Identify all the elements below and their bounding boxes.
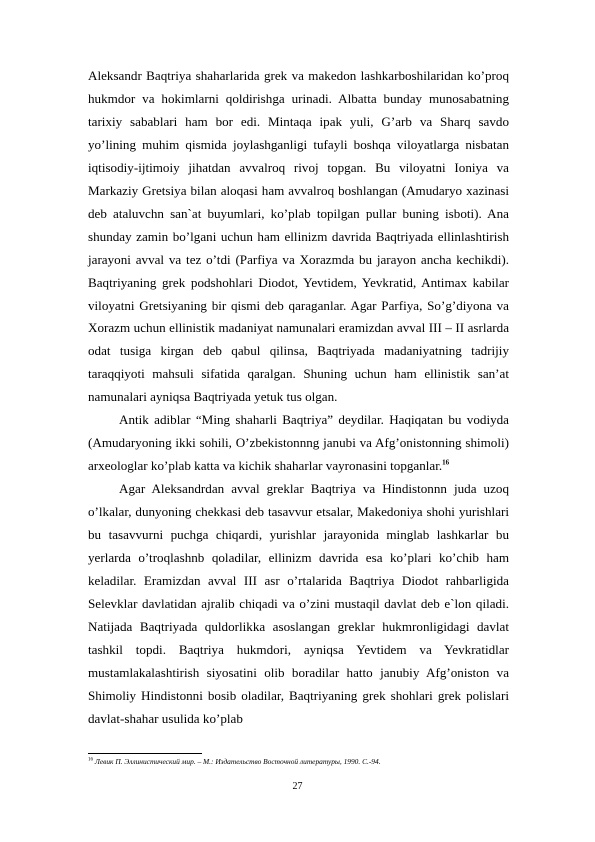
paragraph-1: Aleksandr Baqtriya shaharlarida grek va makedon lashkarboshilaridan ko’proq hukmdor va hokimlarni qoldirishga urinadi. Albatta bunday munosabatning tarixiy sabablari ham bor edi. Mintaqa ipak yuli, G’arb va Sharq savdo yo’lining muhim qismida joylashganligi tufayli boshqa viloyatlarga nisbatan iqtisodiy-ijtimoiy jihatdan avvalroq rivoj topgan. Bu viloyatni Ioniya va Markaziy Gretsiya bilan aloqasi ham avvalroq boshlangan (Amudaryo xazinasi deb ataluvchn san`at buyumlari, ko’plab topilgan pullar buning isboti). Ana shunday zamin bo’lgani uchun ham ellinizm davrida Baqtriyada ellinlashtirish jarayoni avval va tez o’tdi (Parfiya va Xorazmda bu jarayon ancha kechikdi). Baqtriyaning grek podshohlari Diodot, Yevtidem, Yevkratid, Antimax kabilar viloyatni Gretsiyaning bir qismi deb qaraganlar. Agar Parfiya, So’g’diyona va Xorazm uchun ellinistik madaniyat namunalari eramizdan avval III – II asrlarda odat tusiga kirgan deb qabul qilinsa, Baqtriyada madaniyatning tadrijiy taraqqiyoti mahsuli sifatida qaralgan. Shuning uchun ham ellinistik san’at namunalari ayniqsa Baqtriyada yetuk tus olgan.	[88, 68, 509, 405]
paragraph-3: Agar Aleksandrdan avval greklar Baqtriya va Hindistonnn juda uzoq o’lkalar, dunyoning chekkasi deb tasavvur etsalar, Makedoniya shohi yurishlari bu tasavvurni puchga chiqardi, yurishlar jarayonida minglab lashkarlar bu yerlarda o’troqlashnb qoladilar, ellinizm davrida esa ko’plari ko’chib ham keladilar. Eramizdan avval III asr o’rtalarida Baqtriya Diodot rahbarligida Selevklar davlatidan ajralib chiqadi va o’zini mustaqil davlat deb e`lon qiladi. Natijada Baqtriyada quldorlikka asoslangan greklar hukmronligidagi davlat tashkil topdi. Baqtriya hukmdori, ayniqsa Yevtidem va Yevkratidlar mustamlakalashtirish siyosatini olib boradilar hatto janubiy Afg’oniston va Shimoliy Hindistonni bosib oladilar, Baqtriyaning grek shohlari grek polislari davlat-shahar usulida ko’plab	[88, 481, 509, 726]
footnote-separator	[88, 753, 202, 754]
footnote-reference[interactable]: 16	[442, 458, 450, 467]
footnote-mark: 16	[88, 757, 93, 763]
paragraph-2-text: Antik adiblar “Ming shaharli Baqtriya” deydilar. Haqiqatan bu vodiyda (Amudaryoning ikki sohili, O’zbekistonnng janubi va Afg’onistonning shimoli) arxeologlar ko’plab katta va kichik shaharlar vayronasini topganlar.	[88, 412, 509, 474]
body-text	[88, 65, 509, 731]
footnote-text: Левик П. Эллинистический мир. – М.: Издательство Восточной литературы, 1990. С.-94.	[93, 757, 381, 766]
page-number: 27	[292, 781, 303, 792]
paragraph-2	[88, 409, 509, 478]
footnote	[88, 757, 528, 767]
